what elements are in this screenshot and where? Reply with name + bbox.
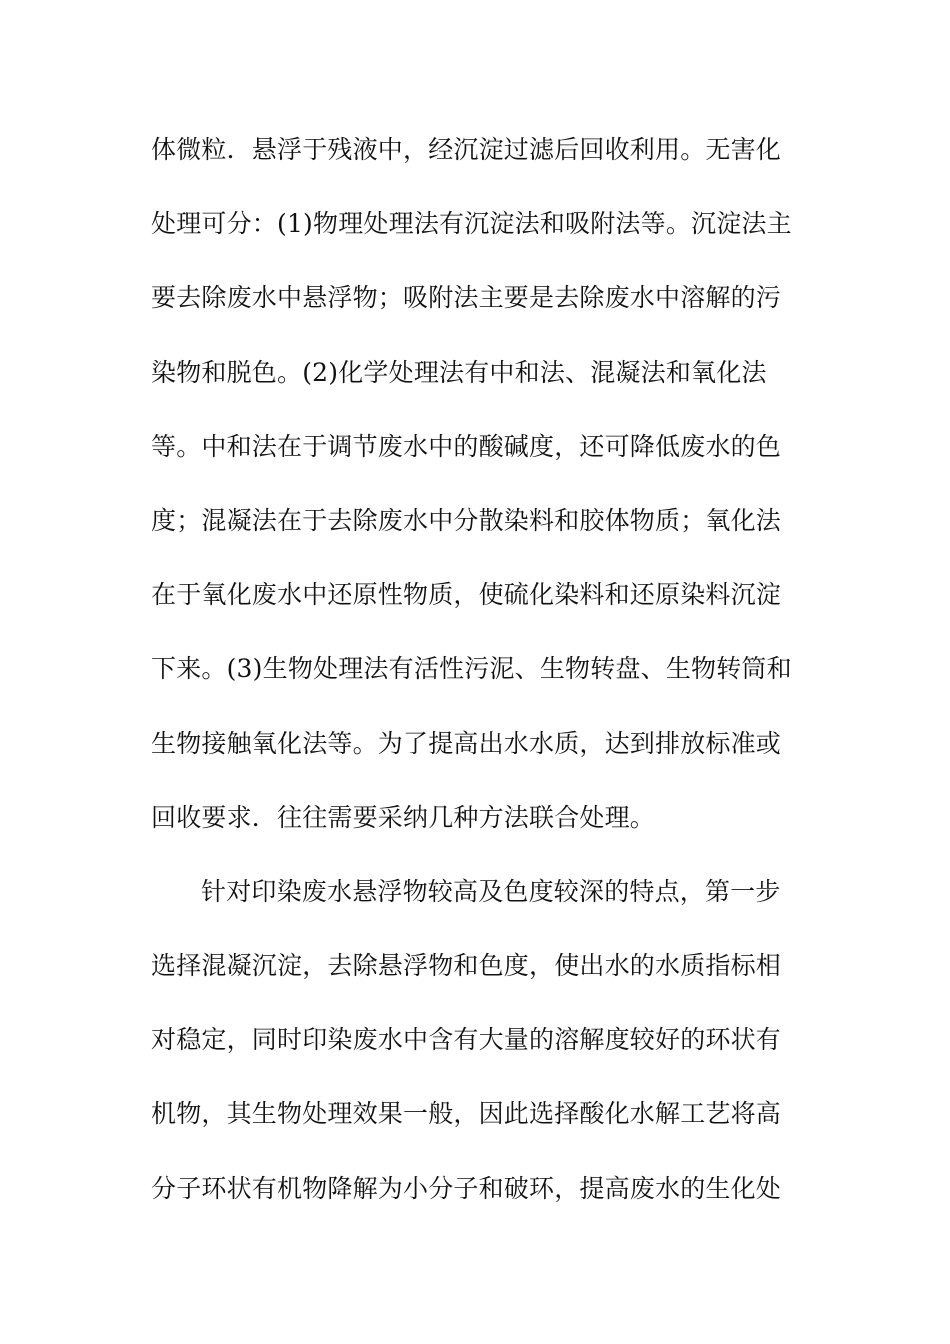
text-line: 体微粒．悬浮于残液中，经沉淀过滤后回收利用。无害化 [151, 135, 782, 164]
text-line: 分子环状有机物降解为小分子和破环，提高废水的生化处 [151, 1173, 782, 1203]
text-line: 回收要求．往往需要采纳几种方法联合处理。 [151, 802, 656, 832]
text-line: 染物和脱色。(2)化学处理法有中和法、混凝法和氧化法 [151, 357, 767, 387]
text-line: 下来。(3)生物处理法有活性污泥、生物转盘、生物转筒和 [151, 654, 792, 684]
text-line: 等。中和法在于调节废水中的酸碱度，还可降低废水的色 [151, 431, 782, 461]
text-line: 选择混凝沉淀，去除悬浮物和色度，使出水的水质指标相 [151, 951, 782, 981]
text-line: 在于氧化废水中还原性物质，使硫化染料和还原染料沉淀 [151, 580, 782, 610]
document-body [151, 125, 811, 1238]
text-line: 度；混凝法在于去除废水中分散染料和胶体物质；氧化法 [151, 505, 782, 535]
text-line: 要去除废水中悬浮物；吸附法主要是去除废水中溶解的污 [151, 283, 782, 313]
text-line: 生物接触氧化法等。为了提高出水水质，达到排放标准或 [151, 728, 782, 758]
text-line: 机物，其生物处理效果一般，因此选择酸化水解工艺将高 [151, 1099, 782, 1129]
text-line: 处理可分：(1)物理处理法有沉淀法和吸附法等。沉淀法主 [151, 209, 792, 239]
text-line: 对稳定，同时印染废水中含有大量的溶解度较好的环状有 [151, 1025, 782, 1055]
paragraph-start-line: 针对印染废水悬浮物较高及色度较深的特点，第一步 [201, 876, 781, 906]
